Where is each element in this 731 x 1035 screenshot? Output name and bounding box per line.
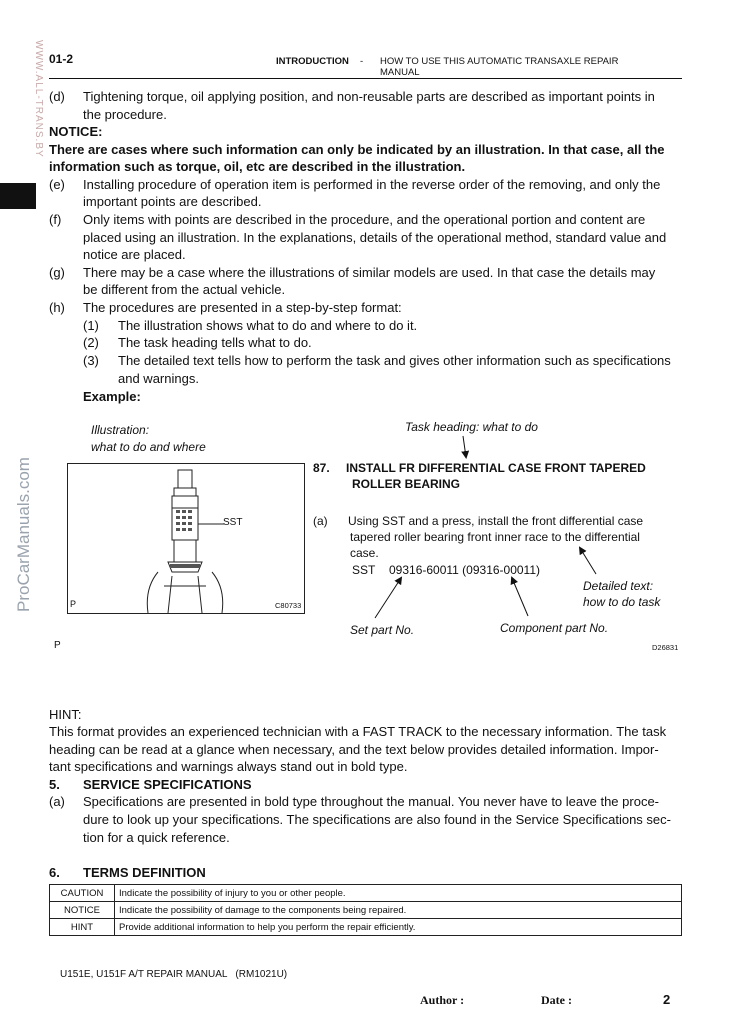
item-e-label: (e) [49,177,65,192]
section5-a-line2: dure to look up your specifications. The specifications are also found in the Service Specifications sec- [83,812,671,827]
item-d-label: (d) [49,89,65,104]
component-part-note: Component part No. [500,621,609,635]
term-cell: NOTICE [50,902,115,919]
illustration-note-line1: Illustration: [91,423,150,437]
step-sub-line3: case. [350,546,379,560]
set-part-note: Set part No. [350,623,415,637]
box-sst-label: SST [223,517,243,528]
detailed-text-note [583,578,660,610]
section5-a-line1: Specifications are presented in bold type throughout the manual. You never have to leave the proce- [83,794,659,809]
page-code: 01-2 [49,52,74,66]
term-cell: CAUTION [50,885,115,902]
task-heading-note: Task heading: what to do [405,420,538,434]
detailed-text-note-line1: Detailed text: [583,579,654,593]
step-sub-label: (a) [313,514,328,528]
hint-title: HINT: [49,707,82,722]
hint-line1: This format provides an experienced technician with a FAST TRACK to the necessary information. The task [49,724,667,739]
detailed-text-arrow [580,548,596,574]
step-number: 87. [313,461,330,475]
watermark-site: WWW.ALL-TRANS.BY [33,40,44,158]
illustration-box [67,463,305,614]
side-tab-marker [0,183,36,209]
box-p-mark: P [70,599,77,609]
step-sub-line2: tapered roller bearing front inner race to the differential [350,530,640,544]
definition-cell: Provide additional information to help you perform the repair efficiently. [115,919,682,936]
header-subtitle-line1: HOW TO USE THIS AUTOMATIC TRANSAXLE REPAIR [380,56,619,67]
term-cell: HINT [50,919,115,936]
table-row [50,919,682,936]
step-sub-line1: Using SST and a press, install the front differential case [348,514,644,528]
definition-cell: Indicate the possibility of damage to the components being repaired. [115,902,682,919]
section6-title: TERMS DEFINITION [83,865,206,880]
item-f-line1: Only items with points are described in the procedure, and the operational portion and content are [83,212,646,227]
item-f-line2: placed using an illustration. In the explanations, details of the operational method, standard value and [83,230,667,245]
footer-date: Date : [541,993,572,1007]
item-e-line1: Installing procedure of operation item is performed in the reverse order of the removing, and only the [83,177,661,192]
sub-1-label: (1) [83,318,99,333]
section6-number: 6. [49,865,60,880]
item-h-line1: The procedures are presented in a step-by-step format: [83,300,402,315]
illustration-note-line2: what to do and where [91,440,206,454]
step-title-line1: INSTALL FR DIFFERENTIAL CASE FRONT TAPERED [346,461,646,475]
sub-3-line2: and warnings. [118,371,199,386]
component-part-arrow [512,578,528,616]
sst-part-numbers: 09316-60011 (09316-00011) [389,563,541,577]
table-row [50,885,682,902]
sub-2-text: The task heading tells what to do. [118,335,312,350]
figure-code: D26831 [652,643,679,652]
footer-manual-title: U151E, U151F A/T REPAIR MANUAL (RM1021U) [60,969,288,980]
set-part-arrow [375,578,401,618]
header-subtitle [380,56,618,78]
header-section: INTRODUCTION [276,56,349,67]
detailed-text-note-line2: how to do task [583,595,661,609]
sst-press-illustration [68,464,304,613]
item-e-line2: important points are described. [83,194,262,209]
item-d-line2: the procedure. [83,107,167,122]
footer-page-number: 2 [663,992,671,1007]
item-h-label: (h) [49,300,65,315]
item-g-line2: be different from the actual vehicle. [83,282,286,297]
definition-cell: Indicate the possibility of injury to you or other people. [115,885,682,902]
item-g-label: (g) [49,265,65,280]
section5-a-line3: tion for a quick reference. [83,830,230,845]
figure-p-mark: P [54,640,61,651]
footer-author: Author : [420,993,465,1007]
watermark-procarmanuals: ProCarManuals.com [14,457,33,612]
section5-number: 5. [49,777,60,792]
section5-title: SERVICE SPECIFICATIONS [83,777,252,792]
illustration-note [91,422,206,456]
item-g-line1: There may be a case where the illustrations of similar models are used. In that case the details may [83,265,656,280]
header-subtitle-line2: MANUAL [380,67,420,78]
step-title-line2: ROLLER BEARING [352,477,460,491]
item-f-line3: notice are placed. [83,247,186,262]
box-code: C80733 [275,601,302,610]
notice-title: NOTICE: [49,124,103,139]
example-title: Example: [83,389,141,404]
hint-line2: heading can be read at a glance when necessary, and the text below provides detailed information. Impor- [49,742,659,757]
notice-line2: information such as torque, oil, etc are described in the illustration. [49,159,466,174]
item-f-label: (f) [49,212,62,227]
notice-line1: There are cases where such information can only be indicated by an illustration. In that case, all the [49,142,665,157]
sub-3-line1: The detailed text tells how to perform the task and gives other information such as specifications [118,353,671,368]
table-row [50,902,682,919]
hint-line3: tant specifications and warnings always stand out in bold type. [49,759,408,774]
terms-table [49,884,682,936]
sub-3-label: (3) [83,353,99,368]
header-rule [49,78,682,79]
sub-1-text: The illustration shows what to do and where to do it. [118,318,418,333]
header-dash: - [360,56,364,67]
task-heading-arrow [463,436,466,457]
sst-label: SST [352,563,376,577]
sub-2-label: (2) [83,335,99,350]
section5-a-label: (a) [49,794,65,809]
item-d-line1: Tightening torque, oil applying position, and non-reusable parts are described as important points in [83,89,655,104]
